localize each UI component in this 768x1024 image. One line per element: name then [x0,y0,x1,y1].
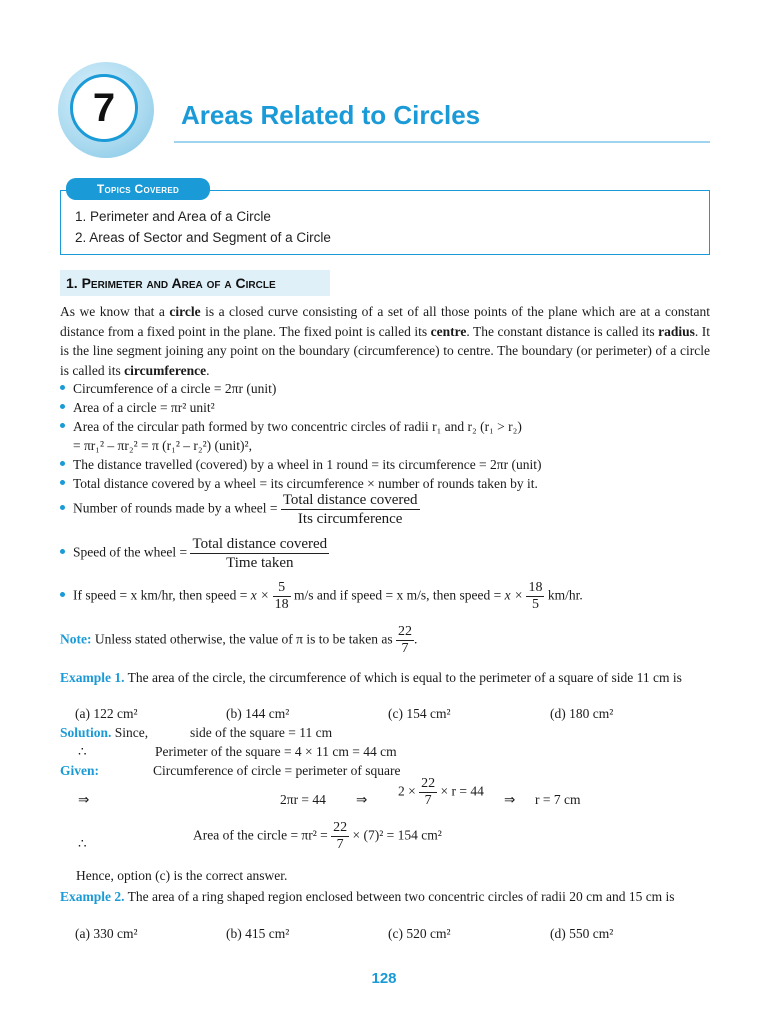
fraction [419,776,437,809]
fraction [190,535,329,572]
example-text: The area of a ring shaped region enclosed between two concentric circles of radii 20 cm and 15 cm is [127,889,675,904]
equation-text: 2 × [398,783,416,799]
bullet-item [60,398,710,417]
option: (b) 144 cm² [226,706,290,721]
equation [193,820,442,853]
bullet-item [60,417,710,436]
section-heading: 1. Perimeter and Area of a Circle [60,270,330,296]
bullet-dot-icon [60,385,65,390]
intro-text: As we know that a [60,304,170,319]
bullet-dot-icon [60,549,65,554]
bullet-text: Speed of the wheel = [73,544,188,560]
fraction [331,820,349,853]
fraction-numerator: 22 [421,776,436,791]
intro-text: . It is the line segment joining any point on the boundary (circumference) to centre. The boundary (or perimeter) of a circle is called its [60,323,711,378]
fraction-denominator: Time taken [226,555,294,571]
option: (a) 330 cm² [75,926,138,941]
fraction-denominator: Its circumference [297,511,403,527]
intro-text: . [206,362,210,378]
bullet-text: Area of a circle = πr² unit² [73,400,215,415]
bullet-item [60,535,710,572]
intro-text: is a closed curve consisting of a set of all those points of the plane which are at a constant distance from a fixed point in the plane. The fixed point is called its [60,304,711,339]
therefore-symbol: ∴ [78,744,87,759]
equation: 2πr = 44 [280,792,326,807]
fraction-numerator: 22 [333,820,348,835]
equation-text: × r = 44 [440,783,484,799]
chapter-title: Areas Related to Circles [181,100,481,130]
fraction [273,580,291,613]
bullet-item [60,491,710,528]
bullet-text: Total distance covered by a wheel = its circumference × number of rounds taken by it. [73,476,538,491]
title-divider [174,141,710,143]
topics-tag: Topics Covered [66,178,210,200]
fraction-numerator: 5 [273,580,291,597]
equation: r = 7 cm [535,792,581,807]
bullet-dot-icon [60,461,65,466]
bullet-text: Circumference of a circle = 2πr (unit) [73,381,277,396]
equation [398,776,484,809]
option: (c) 520 cm² [388,926,451,941]
term-circle: circle [169,304,201,319]
fraction-numerator: 18 [528,580,543,595]
fraction-denominator: 5 [531,597,539,612]
term-circumference: circumference [124,362,207,378]
page-number: 128 [371,970,397,987]
fraction-numerator: Total distance covered [282,492,418,508]
therefore-symbol: ∴ [78,836,87,851]
solution-text: Circumference of circle = perimeter of square [153,763,401,778]
equation-text: × (7)² = 154 cm² [352,827,442,843]
option: (d) 550 cm² [550,926,614,941]
example-text: The area of the circle, the circumference of which is equal to the perimeter of a square of side 11 cm is [127,670,682,685]
intro-paragraph [60,302,710,380]
solution-line [60,725,148,741]
topic-item: 1. Perimeter and Area of a Circle [75,209,271,224]
bullet-continuation: = πr₁² – πr₂² = π (r₁² – r₂²) (unit)², [73,438,252,453]
solution-text: side of the square = 11 cm [190,725,333,740]
fraction-numerator: 22 [397,624,412,639]
example-label: Example 1. [60,670,125,685]
bullet-dot-icon [60,423,65,428]
bullet-item [60,455,710,474]
solution-label: Solution. [60,725,112,740]
intro-text: . The constant distance is called its [466,323,659,339]
bullet-text: If speed = x km/hr, then speed = [73,587,248,603]
note [60,624,710,657]
math-term: x × [504,587,524,603]
math-term: x × [250,587,270,603]
bullet-dot-icon [60,592,65,597]
bullet-item [60,580,710,613]
fraction [396,624,414,657]
chapter-number: 7 [70,74,138,142]
implies-symbol: ⇒ [356,792,368,807]
conclusion: Hence, option (c) is the correct answer. [76,868,288,883]
option: (d) 180 cm² [550,706,614,721]
term-radius: radius [658,323,695,339]
term-centre: centre [430,323,467,339]
option: (b) 415 cm² [226,926,290,941]
option: (a) 122 cm² [75,706,138,721]
fraction-denominator: 18 [274,597,289,612]
option: (c) 154 cm² [388,706,451,721]
fraction-numerator: Total distance covered [192,536,328,552]
example-1-question [60,668,710,688]
bullet-text: km/hr. [547,587,583,603]
note-text: . [413,631,418,647]
bullet-text: The distance travelled (covered) by a wheel in 1 round = its circumference = 2πr (unit) [73,457,542,472]
implies-symbol: ⇒ [504,792,516,807]
equation-text: Area of the circle = πr² = [193,827,328,843]
bullet-dot-icon [60,505,65,510]
bullet-item [60,379,710,398]
example-label: Example 2. [60,889,125,904]
fraction [281,491,420,528]
implies-symbol: ⇒ [78,792,90,807]
example-2-question [60,887,710,907]
bullet-dot-icon [60,404,65,409]
given-label: Given: [60,763,99,778]
fraction-denominator: 7 [424,793,432,808]
fraction-denominator: 7 [336,837,344,852]
fraction [526,580,544,613]
bullet-text: Area of the circular path formed by two concentric circles of radii r₁ and r₂ (r₁ > r₂) [73,419,522,434]
bullet-dot-icon [60,480,65,485]
solution-text: Perimeter of the square = 4 × 11 cm = 44 cm [155,744,397,759]
bullet-text: Number of rounds made by a wheel = [73,500,278,516]
solution-text: Since, [114,725,149,740]
note-label: Note: [60,631,92,647]
topic-item: 2. Areas of Sector and Segment of a Circle [75,230,331,245]
fraction-denominator: 7 [401,641,409,656]
note-text: Unless stated otherwise, the value of π is to be taken as [94,631,393,647]
bullet-text: m/s and if speed = x m/s, then speed = [294,587,502,603]
